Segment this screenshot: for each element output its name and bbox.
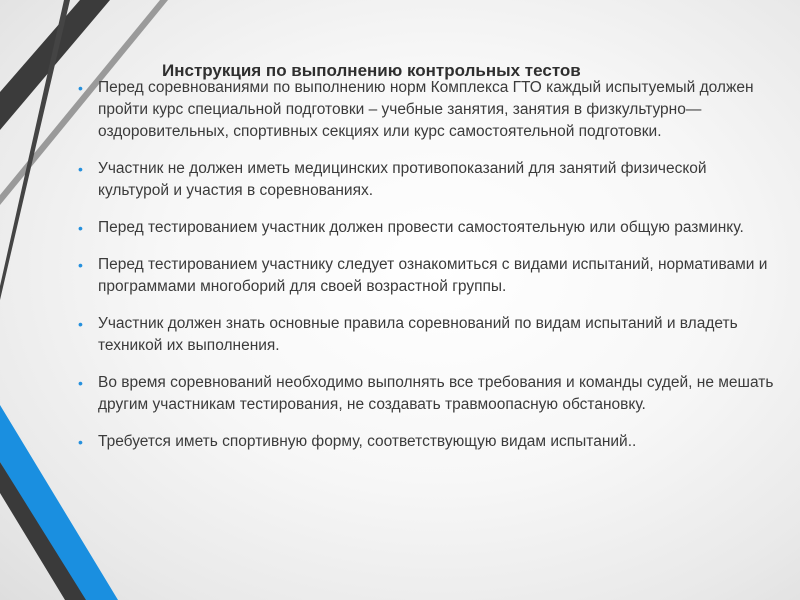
bullet-marker: • [78, 434, 83, 450]
list-item [78, 313, 778, 357]
bullet-text: Участник не должен иметь медицинских противопоказаний для занятий физической культурой и участия в соревнованиях. [98, 160, 707, 199]
bullet-text: Во время соревнований необходимо выполнять все требования и команды судей, не мешать другим участникам тестирования, не создавать травмоопасную обстановку. [98, 374, 774, 413]
bullet-marker: • [78, 257, 83, 273]
bullet-text: Перед тестированием участнику следует ознакомиться с видами испытаний, нормативами и программами многоборий для своей возрастной группы. [98, 256, 768, 295]
list-item [78, 372, 778, 416]
list-item [78, 217, 778, 239]
bullet-marker: • [78, 161, 83, 177]
bullet-marker: • [78, 316, 83, 332]
bullet-marker: • [78, 80, 83, 96]
bullet-text: Участник должен знать основные правила соревнований по видам испытаний и владеть техникой их выполнения. [98, 315, 738, 354]
list-item [78, 77, 778, 143]
bullet-text: Требуется иметь спортивную форму, соответствующую видам испытаний.. [98, 433, 637, 450]
list-item [78, 254, 778, 298]
slide-title: Инструкция по выполнению контрольных тестов [162, 61, 581, 80]
list-item [78, 158, 778, 202]
bullet-marker: • [78, 220, 83, 236]
stripe-dark-thin [0, 0, 70, 300]
bullet-list [78, 77, 778, 468]
bullet-marker: • [78, 375, 83, 391]
list-item [78, 431, 778, 453]
bullet-text: Перед тестированием участник должен провести самостоятельную или общую разминку. [98, 219, 744, 236]
bullet-text: Перед соревнованиями по выполнению норм Комплекса ГТО каждый испытуемый должен пройти курс специальной подготовки – учебные занятия, занятия в физкультурно—оздоровительных, спортивных секциях или курс самостоятельной подготовки. [98, 79, 754, 140]
